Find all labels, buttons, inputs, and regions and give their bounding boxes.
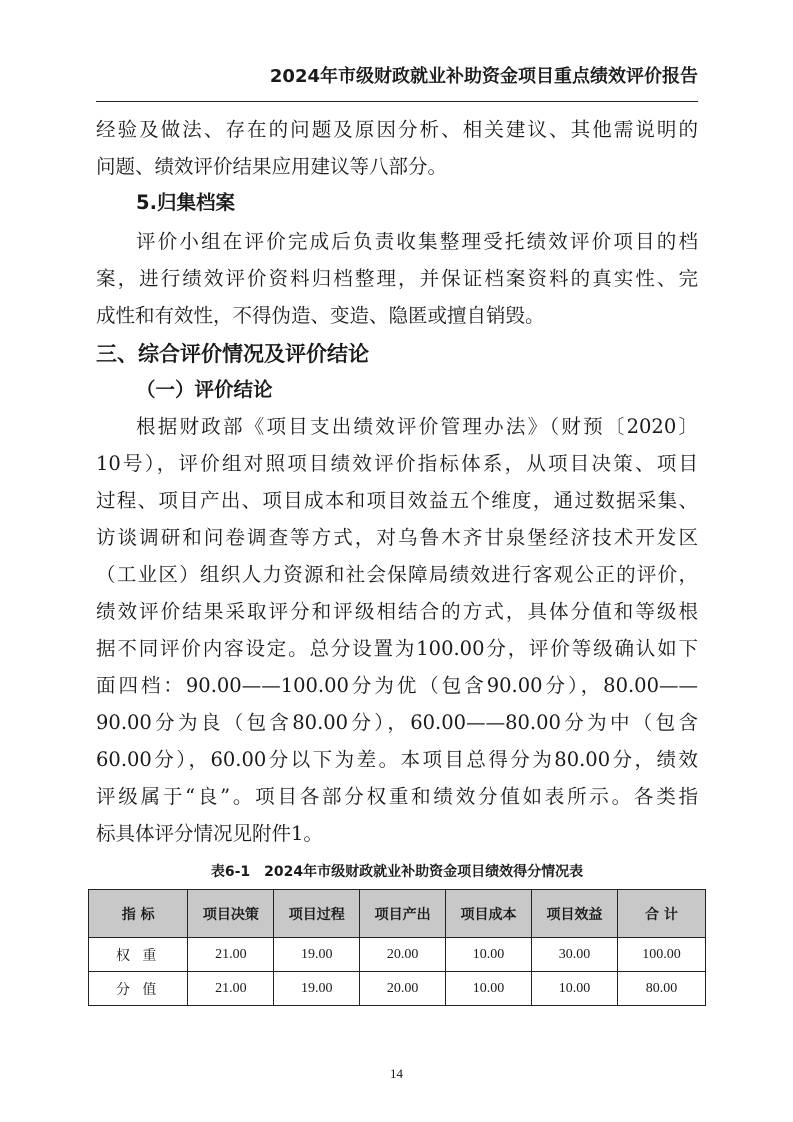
table-cell: 分 值 xyxy=(89,972,188,1006)
table-cell: 30.00 xyxy=(532,938,618,972)
column-header: 合 计 xyxy=(617,890,705,938)
table-cell: 19.00 xyxy=(274,972,360,1006)
column-header: 项目决策 xyxy=(188,890,274,938)
table-cell: 19.00 xyxy=(274,938,360,972)
table-header-row xyxy=(89,890,706,938)
table-cell: 21.00 xyxy=(188,972,274,1006)
table-cell: 10.00 xyxy=(532,972,618,1006)
page-number: 14 xyxy=(390,1066,403,1081)
column-header: 项目产出 xyxy=(360,890,446,938)
body-line: 90.00分为良（包含80.00分），60.00——80.00分为中（包含 xyxy=(96,711,698,734)
body-line: 访谈调研和问卷调查等方式，对乌鲁木齐甘泉堡经济技术开发区 xyxy=(96,526,698,549)
body-line: 60.00分），60.00分以下为差。本项目总得分为80.00分，绩效 xyxy=(96,748,698,771)
body-line: 绩效评价结果采取评分和评级相结合的方式，具体分值和等级根 xyxy=(96,600,698,623)
body-line: 根据财政部《项目支出绩效评价管理办法》（财预〔2020〕 xyxy=(136,415,698,438)
body-line: （工业区）组织人力资源和社会保障局绩效进行客观公正的评价， xyxy=(96,563,698,586)
column-header: 项目过程 xyxy=(274,890,360,938)
table-cell: 10.00 xyxy=(446,972,532,1006)
table-caption: 表6-1 2024年市级财政就业补助资金项目绩效得分情况表 xyxy=(210,864,584,880)
section-5-heading: 5.归集档案 xyxy=(136,191,235,214)
table-cell: 21.00 xyxy=(188,938,274,972)
table-cell: 100.00 xyxy=(617,938,705,972)
column-header: 项目效益 xyxy=(532,890,618,938)
body-line: 经验及做法、存在的问题及原因分析、相关建议、其他需说明的 xyxy=(96,118,698,141)
table-cell: 20.00 xyxy=(360,972,446,1006)
table-cell: 10.00 xyxy=(446,938,532,972)
body-line: 问题、绩效评价结果应用建议等八部分。 xyxy=(96,155,448,178)
body-line: 过程、项目产出、项目成本和项目效益五个维度，通过数据采集、 xyxy=(96,489,698,512)
body-line: 面四档：90.00——100.00分为优（包含90.00分），80.00—— xyxy=(96,674,698,697)
table-cell: 20.00 xyxy=(360,938,446,972)
body-line: 据不同评价内容设定。总分设置为100.00分，评价等级确认如下 xyxy=(96,637,698,660)
body-line: 成性和有效性，不得伪造、变造、隐匿或擅自销毁。 xyxy=(96,304,545,327)
body-line: 评级属于“良”。项目各部分权重和绩效分值如表所示。各类指 xyxy=(96,785,698,808)
table-cell: 权 重 xyxy=(89,938,188,972)
body-line: 评价小组在评价完成后负责收集整理受托绩效评价项目的档 xyxy=(136,230,698,253)
column-header: 项目成本 xyxy=(446,890,532,938)
body-line: 标具体评分情况见附件1。 xyxy=(96,822,323,845)
table-row xyxy=(89,972,706,1006)
table-row xyxy=(89,938,706,972)
page-header-title: 2024年市级财政就业补助资金项目重点绩效评价报告 xyxy=(269,66,698,87)
subsection-heading: （一）评价结论 xyxy=(136,378,273,401)
body-line: 案，进行绩效评价资料归档整理，并保证档案资料的真实性、完 xyxy=(96,267,698,290)
score-table xyxy=(88,889,706,1006)
section-3-heading: 三、综合评价情况及评价结论 xyxy=(96,342,369,366)
table-cell: 80.00 xyxy=(617,972,705,1006)
column-header: 指 标 xyxy=(89,890,188,938)
header-divider xyxy=(96,101,698,102)
body-line: 10号），评价组对照项目绩效评价指标体系，从项目决策、项目 xyxy=(96,452,698,475)
